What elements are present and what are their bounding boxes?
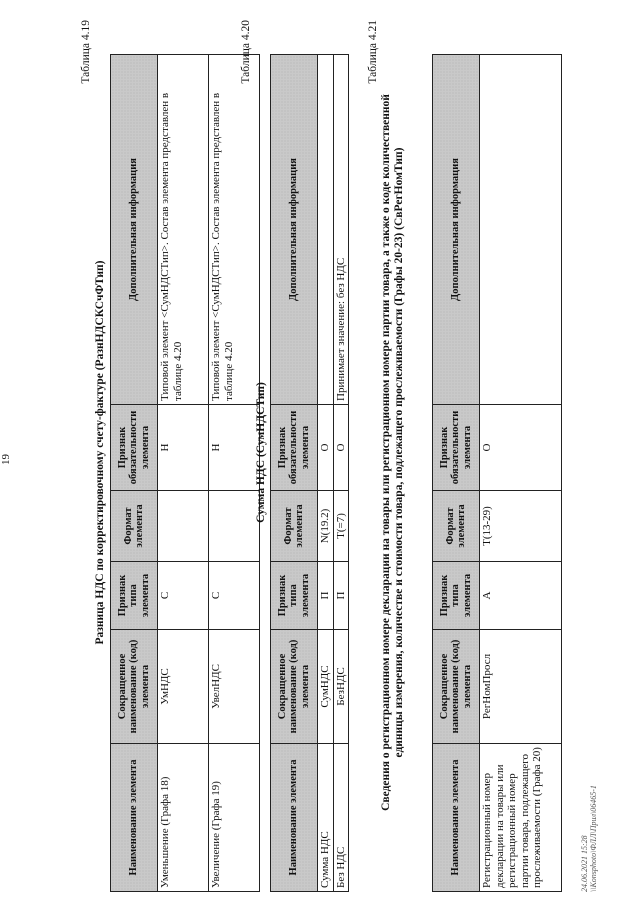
header-cell: Дополнительная информация	[111, 55, 158, 405]
table-4-20-caption: Таблица 4.20	[240, 20, 252, 84]
element-required: О	[333, 405, 349, 491]
element-name: Сумма НДС	[318, 744, 334, 892]
table-row	[480, 55, 562, 892]
table-4-20	[270, 54, 349, 892]
table-4-21	[432, 54, 562, 892]
element-info: Типовой элемент <СумНДСТип>. Состав элемента представлен в таблице 4.20	[158, 55, 209, 405]
header-cell: Сокращенное наименование (код) элемента	[111, 630, 158, 744]
header-cell: Признак типа элемента	[433, 562, 480, 630]
element-required: Н	[209, 405, 260, 491]
element-format: N(19.2)	[318, 491, 334, 562]
element-type: А	[480, 562, 562, 630]
header-cell: Признак обязательности элемента	[433, 405, 480, 491]
element-code: УмНДС	[158, 630, 209, 744]
stamp-line: 24.06.2021 15:28	[580, 835, 589, 892]
table-4-19	[110, 54, 260, 892]
header-cell: Наименование элемента	[111, 744, 158, 892]
element-info	[318, 55, 334, 405]
header-cell: Формат элемента	[271, 491, 318, 562]
element-required: О	[318, 405, 334, 491]
table-row	[333, 55, 349, 892]
element-name: Без НДС	[333, 744, 349, 892]
element-type: С	[209, 562, 260, 630]
element-name: Увеличение (Графа 19)	[209, 744, 260, 892]
header-cell: Признак обязательности элемента	[111, 405, 158, 491]
element-code: БезНДС	[333, 630, 349, 744]
table-4-21-caption: Таблица 4.21	[367, 20, 379, 84]
header-cell: Сокращенное наименование (код) элемента	[433, 630, 480, 744]
print-stamp	[580, 785, 598, 892]
header-cell: Формат элемента	[111, 491, 158, 562]
element-type: С	[158, 562, 209, 630]
header-cell: Сокращенное наименование (код) элемента	[271, 630, 318, 744]
table-row	[209, 55, 260, 892]
table-4-21-title: Сведения о регистрационном номере декларации на товары или регистрационном номере партии товара, а также о коде количественной единицы измерения, количестве и стоимости товара, подлежащего прослеживаемости (Графы 20-23) (СвРегНомТип)	[380, 94, 405, 811]
header-cell: Признак типа элемента	[271, 562, 318, 630]
element-name: Уменьшение (Графа 18)	[158, 744, 209, 892]
element-format: T(13-29)	[480, 491, 562, 562]
header-cell: Признак обязательности элемента	[271, 405, 318, 491]
table-row	[158, 55, 209, 892]
element-format: T(=7)	[333, 491, 349, 562]
element-name: Регистрационный номер декларации на товары или регистрационный номер партии товара, подлежащего прослеживаемости (Графа 20)	[480, 744, 562, 892]
stamp-line: \\Konsphoto\ФЛЛ\Прил\06465-1	[589, 785, 598, 892]
table-4-20-title: Сумма НДС (СумНДСТип)	[255, 382, 267, 523]
element-type: П	[318, 562, 334, 630]
element-code: СумНДС	[318, 630, 334, 744]
element-required: О	[480, 405, 562, 491]
header-cell: Наименование элемента	[271, 744, 318, 892]
header-cell: Дополнительная информация	[271, 55, 318, 405]
header-cell: Признак типа элемента	[111, 562, 158, 630]
element-info: Типовой элемент <СумНДСТип>. Состав элемента представлен в таблице 4.20	[209, 55, 260, 405]
element-required: Н	[158, 405, 209, 491]
element-code: УвелНДС	[209, 630, 260, 744]
element-info	[480, 55, 562, 405]
table-4-19-caption: Таблица 4.19	[80, 20, 92, 84]
header-cell: Формат элемента	[433, 491, 480, 562]
table-row	[318, 55, 334, 892]
element-code: РегНомПросл	[480, 630, 562, 744]
element-format	[209, 491, 260, 562]
header-cell: Наименование элемента	[433, 744, 480, 892]
header-cell: Дополнительная информация	[433, 55, 480, 405]
element-format	[158, 491, 209, 562]
element-info: Принимает значение: без НДС	[333, 55, 349, 405]
page-number: 19	[0, 454, 12, 465]
element-type: П	[333, 562, 349, 630]
table-4-19-title: Разница НДС по корректировочному счету-фактуре (РазнНДСКСчФТип)	[94, 260, 106, 645]
